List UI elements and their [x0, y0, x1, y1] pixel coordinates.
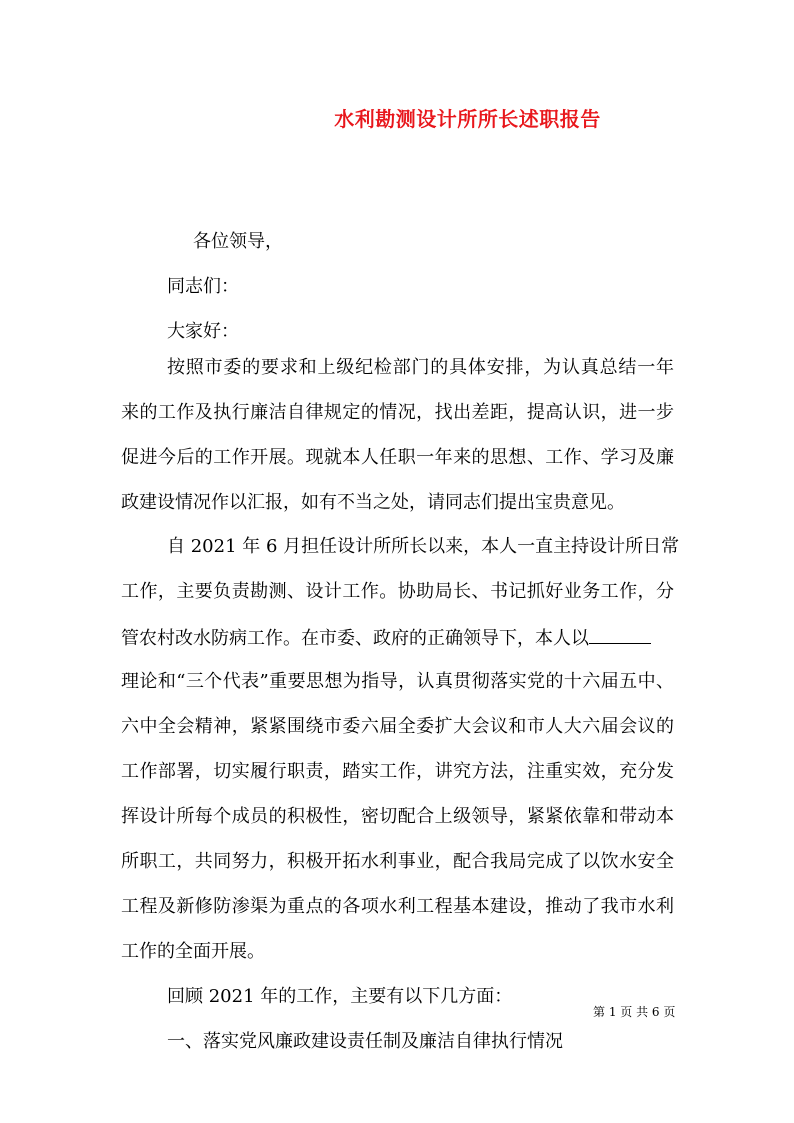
paragraph-line: 政建设情况作以汇报，如有不当之处，请同志们提出宝贵意见。: [121, 492, 625, 513]
paragraph-line: 理论和“三个代表”重要思想为指导，认真贯彻落实党的十六届五中、: [121, 671, 674, 692]
paragraph-line: 自 2021 年 6 月担任设计所所长以来，本人一直主持设计所日常: [167, 536, 680, 557]
salutation-leaders: 各位领导，: [193, 231, 283, 252]
paragraph-line: 回顾 2021 年的工作，主要有以下几方面：: [167, 986, 513, 1007]
document-title: 水利勘测设计所所长述职报告: [334, 107, 601, 131]
paragraph-line-text: 管农村改水防病工作。在市委、政府的正确领导下，本人以: [121, 628, 589, 649]
paragraph-line: 所职工，共同努力，积极开拓水利事业，配合我局完成了以饮水安全: [121, 851, 674, 872]
paragraph-line: 工作的全面开展。: [121, 941, 265, 962]
paragraph-line: 促进今后的工作开展。现就本人任职一年来的思想、工作、学习及廉: [121, 447, 674, 468]
page-number: 第 1 页 共 6 页: [593, 1005, 676, 1019]
fill-in-blank: [589, 627, 651, 644]
salutation-greeting: 大家好：: [167, 321, 239, 342]
section-heading: 一、落实党风廉政建设责任制及廉洁自律执行情况: [167, 1031, 563, 1052]
paragraph-line: 按照市委的要求和上级纪检部门的具体安排，为认真总结一年: [167, 357, 674, 378]
paragraph-line: 来的工作及执行廉洁自律规定的情况，找出差距，提高认识，进一步: [121, 402, 674, 423]
paragraph-line: 工程及新修防渗渠为重点的各项水利工程基本建设，推动了我市水利: [121, 896, 674, 917]
paragraph-line: 六中全会精神，紧紧围绕市委六届全委扩大会议和市人大六届会议的: [121, 716, 674, 737]
paragraph-line: 挥设计所每个成员的积极性，密切配合上级领导，紧紧依靠和带动本: [121, 806, 674, 827]
paragraph-line: 工作，主要负责勘测、设计工作。协助局长、书记抓好业务工作，分: [121, 581, 674, 602]
paragraph-line: 工作部署，切实履行职责，踏实工作，讲究方法，注重实效，充分发: [121, 761, 674, 782]
paragraph-line-with-blank: [121, 627, 674, 649]
salutation-comrades: 同志们：: [167, 276, 239, 297]
